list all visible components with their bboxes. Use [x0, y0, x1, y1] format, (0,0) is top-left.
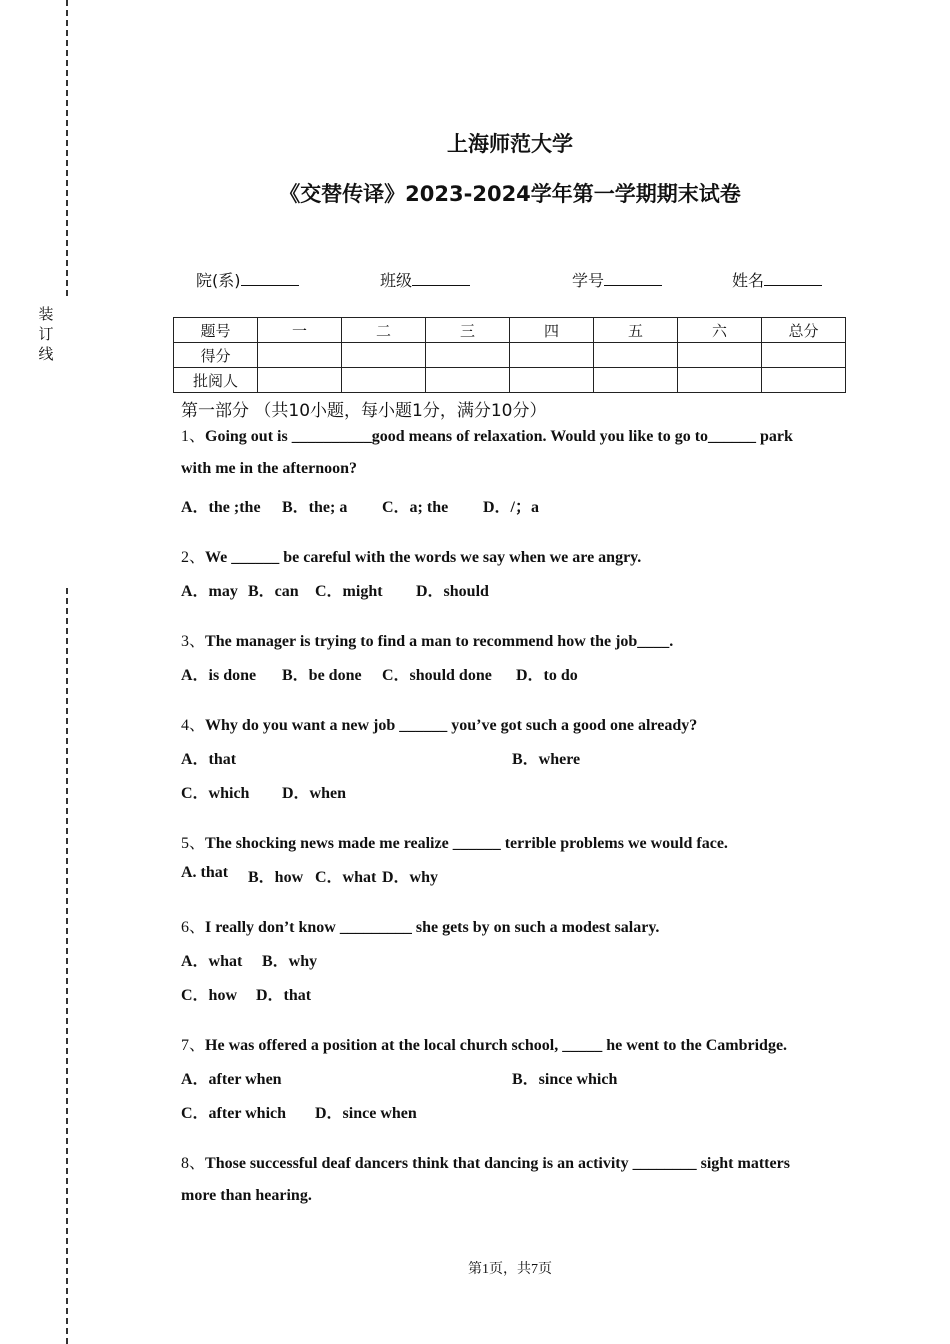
option[interactable]: C．a; the: [382, 499, 449, 516]
class-field: [380, 268, 470, 291]
name-label: 姓名: [732, 271, 765, 290]
question-4: [181, 712, 697, 735]
option[interactable]: B．why: [262, 953, 318, 970]
score-row-label: 得分: [174, 343, 258, 368]
binding-line-bottom: [66, 588, 68, 1344]
binding-label: [36, 304, 56, 364]
option[interactable]: A．may: [181, 583, 238, 600]
score-header-cell: 四: [510, 318, 594, 343]
name-field: [732, 268, 822, 291]
question-number: 5、: [181, 835, 206, 852]
question-text: Why do you want a new job ______ you’ve got such a good one already?: [205, 717, 698, 734]
question-7: [181, 1032, 787, 1055]
question-number: 7、: [181, 1037, 206, 1054]
option[interactable]: C．might: [315, 583, 383, 600]
question-6: [181, 914, 659, 937]
binding-char: 装: [38, 305, 54, 323]
score-table-header-row: [174, 318, 846, 343]
option[interactable]: A．is done: [181, 667, 257, 684]
score-header-cell: 五: [594, 318, 678, 343]
score-row: [174, 343, 846, 368]
option[interactable]: B．can: [248, 583, 299, 600]
question-2: [181, 544, 641, 567]
option[interactable]: D．to do: [516, 667, 578, 684]
question-number: 4、: [181, 717, 206, 734]
question-3: [181, 628, 673, 651]
option[interactable]: B．be done: [282, 667, 362, 684]
question-text: Those successful deaf dancers think that dancing is an activity ________ sight matters: [205, 1155, 790, 1172]
option[interactable]: B．the; a: [282, 499, 348, 516]
option[interactable]: A．after when: [181, 1071, 282, 1088]
question-number: 2、: [181, 549, 206, 566]
question-8: [181, 1150, 790, 1173]
reviewer-cell[interactable]: [258, 368, 342, 393]
option[interactable]: D．should: [416, 583, 489, 600]
department-blank[interactable]: [241, 271, 299, 286]
question-text: We ______ be careful with the words we say when we are angry.: [205, 549, 642, 566]
option[interactable]: A．what: [181, 953, 243, 970]
score-cell[interactable]: [678, 343, 762, 368]
question-8-cont: more than hearing.: [181, 1187, 312, 1204]
reviewer-cell[interactable]: [594, 368, 678, 393]
score-table: [173, 317, 846, 393]
binding-char: 线: [38, 345, 54, 363]
score-header-cell: 六: [678, 318, 762, 343]
reviewer-cell[interactable]: [678, 368, 762, 393]
exam-title: 《交替传译》2023-2024学年第一学期期末试卷: [279, 182, 741, 206]
question-1: [181, 423, 793, 446]
option[interactable]: B．where: [512, 751, 581, 768]
score-header-cell: 三: [426, 318, 510, 343]
score-header-cell: 一: [258, 318, 342, 343]
reviewer-row-label: 批阅人: [174, 368, 258, 393]
option[interactable]: A．that: [181, 751, 237, 768]
option[interactable]: D．that: [256, 987, 312, 1004]
option[interactable]: C．what: [315, 869, 377, 886]
question-1-cont: with me in the afternoon?: [181, 460, 357, 477]
part-title: 第一部分 （共10小题，每小题1分，满分10分）: [181, 401, 547, 421]
reviewer-cell[interactable]: [426, 368, 510, 393]
option[interactable]: C．should done: [382, 667, 492, 684]
score-cell[interactable]: [594, 343, 678, 368]
option[interactable]: C．after which: [181, 1105, 287, 1122]
class-blank[interactable]: [412, 271, 470, 286]
class-label: 班级: [380, 271, 413, 290]
question-number: 6、: [181, 919, 206, 936]
reviewer-cell[interactable]: [762, 368, 846, 393]
option[interactable]: D．why: [382, 869, 439, 886]
question-number: 1、: [181, 428, 206, 445]
option[interactable]: D．/；a: [483, 499, 540, 516]
question-number: 3、: [181, 633, 206, 650]
option[interactable]: D．when: [282, 785, 347, 802]
question-text: The manager is trying to find a man to recommend how the job____.: [205, 633, 674, 650]
score-cell[interactable]: [258, 343, 342, 368]
question-text: The shocking news made me realize ______ terrible problems we would face.: [205, 835, 728, 852]
department-label: 院(系): [196, 271, 241, 290]
score-cell[interactable]: [426, 343, 510, 368]
reviewer-cell[interactable]: [510, 368, 594, 393]
question-5: [181, 830, 728, 853]
option[interactable]: D．since when: [315, 1105, 417, 1122]
student-id-field: [572, 268, 662, 291]
score-header-cell: 总分: [762, 318, 846, 343]
option[interactable]: A. that: [181, 864, 229, 881]
score-cell[interactable]: [342, 343, 426, 368]
option[interactable]: C．which: [181, 785, 250, 802]
page-footer: 第1页，共7页: [468, 1262, 552, 1277]
score-cell[interactable]: [510, 343, 594, 368]
student-id-blank[interactable]: [604, 271, 662, 286]
student-id-label: 学号: [572, 271, 605, 290]
question-text: He was offered a position at the local church school, _____ he went to the Cambridge.: [205, 1037, 788, 1054]
department-field: [196, 268, 299, 291]
question-number: 8、: [181, 1155, 206, 1172]
question-text: Going out is __________good means of relaxation. Would you like to go to______ park: [205, 428, 793, 445]
reviewer-cell[interactable]: [342, 368, 426, 393]
question-text: I really don’t know _________ she gets by on such a modest salary.: [205, 919, 660, 936]
score-cell[interactable]: [762, 343, 846, 368]
school-title: 上海师范大学: [447, 132, 573, 156]
name-blank[interactable]: [764, 271, 822, 286]
reviewer-row: [174, 368, 846, 393]
score-header-cell: 二: [342, 318, 426, 343]
score-header-cell: 题号: [174, 318, 258, 343]
option[interactable]: A．the ;the: [181, 499, 261, 516]
option[interactable]: C．how: [181, 987, 238, 1004]
option[interactable]: B．how: [248, 869, 304, 886]
binding-char: 订: [38, 325, 54, 343]
option[interactable]: B．since which: [512, 1071, 618, 1088]
